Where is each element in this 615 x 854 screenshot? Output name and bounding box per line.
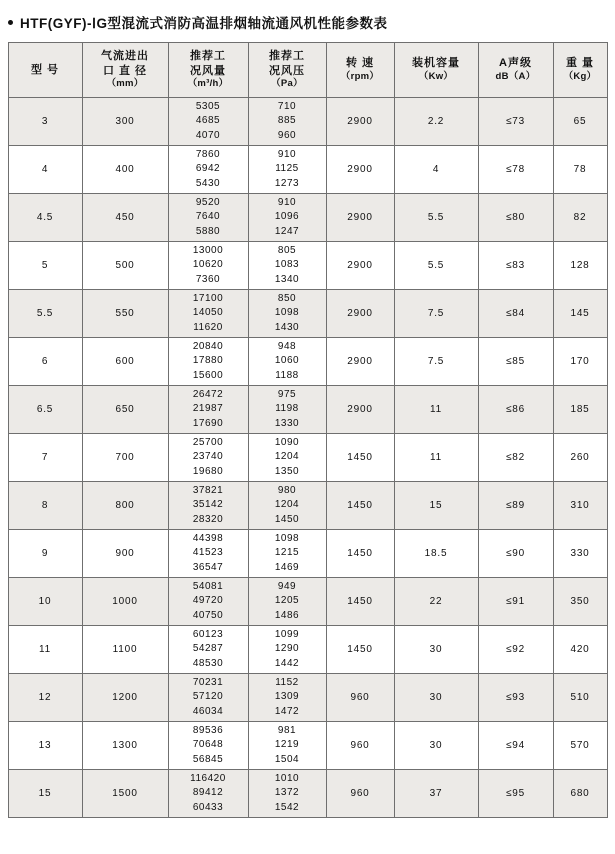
cell-pressure [248, 482, 326, 530]
cell-power: 2.2 [394, 98, 478, 146]
cell-weight: 260 [553, 434, 607, 482]
cell-weight: 128 [553, 242, 607, 290]
value-line: 17880 [192, 355, 224, 367]
cell-noise: ≤91 [478, 578, 553, 626]
value-line: 710 [277, 100, 297, 112]
cell-diameter: 1300 [82, 722, 168, 770]
cell-power: 30 [394, 626, 478, 674]
value-line: 1152 [275, 676, 299, 688]
header-line-1: 型 号 [30, 63, 60, 76]
cell-weight: 350 [553, 578, 607, 626]
cell-airflow [168, 770, 248, 818]
value-line: 56845 [192, 753, 224, 765]
value-line: 1198 [275, 403, 299, 415]
table-row [8, 194, 607, 242]
cell-airflow [168, 626, 248, 674]
cell-airflow [168, 434, 248, 482]
column-header-diameter [82, 43, 168, 98]
cell-pressure [248, 98, 326, 146]
cell-airflow [168, 194, 248, 242]
column-header-model [8, 43, 82, 98]
cell-speed: 960 [326, 770, 394, 818]
value-line: 980 [277, 484, 297, 496]
cell-airflow [168, 98, 248, 146]
value-line: 7860 [195, 148, 221, 160]
cell-noise: ≤92 [478, 626, 553, 674]
value-line: 60123 [192, 628, 224, 640]
value-line: 1098 [274, 307, 300, 319]
value-line: 17690 [192, 417, 224, 429]
value-line: 37821 [192, 484, 224, 496]
value-line: 89536 [192, 724, 224, 736]
header-unit: （Kw） [418, 71, 454, 83]
cell-model: 15 [8, 770, 82, 818]
value-line: 1125 [275, 163, 299, 175]
value-line: 1450 [274, 513, 300, 525]
value-line: 70231 [192, 676, 224, 688]
cell-power: 30 [394, 674, 478, 722]
value-line: 44398 [192, 532, 224, 544]
cell-power: 22 [394, 578, 478, 626]
value-line: 1096 [274, 211, 300, 223]
cell-diameter: 600 [82, 338, 168, 386]
cell-pressure [248, 242, 326, 290]
cell-power: 11 [394, 386, 478, 434]
value-line: 1219 [274, 739, 300, 751]
value-line: 40750 [192, 609, 224, 621]
cell-noise: ≤94 [478, 722, 553, 770]
cell-speed: 1450 [326, 626, 394, 674]
cell-power: 7.5 [394, 290, 478, 338]
value-line: 1215 [274, 547, 300, 559]
cell-weight: 78 [553, 146, 607, 194]
cell-pressure [248, 290, 326, 338]
table-header [8, 43, 607, 98]
value-line: 1099 [274, 628, 300, 640]
cell-diameter: 400 [82, 146, 168, 194]
cell-speed: 2900 [326, 290, 394, 338]
page-title [0, 0, 615, 42]
cell-airflow [168, 674, 248, 722]
value-line: 1290 [274, 643, 300, 655]
value-line: 4685 [195, 115, 221, 127]
value-line: 1205 [274, 595, 300, 607]
table-row [8, 242, 607, 290]
value-line: 57120 [192, 691, 224, 703]
cell-noise: ≤90 [478, 530, 553, 578]
header-line-1: 重 量 [565, 57, 595, 70]
table-row [8, 386, 607, 434]
cell-airflow [168, 530, 248, 578]
cell-speed: 2900 [326, 194, 394, 242]
value-line: 981 [277, 724, 297, 736]
cell-airflow [168, 722, 248, 770]
cell-noise: ≤86 [478, 386, 553, 434]
column-header-power [394, 43, 478, 98]
cell-diameter: 1100 [82, 626, 168, 674]
value-line: 5305 [195, 100, 221, 112]
cell-speed: 1450 [326, 578, 394, 626]
cell-noise: ≤95 [478, 770, 553, 818]
cell-airflow [168, 482, 248, 530]
header-row [8, 43, 607, 98]
cell-model: 3 [8, 98, 82, 146]
table-row [8, 290, 607, 338]
table-row [8, 530, 607, 578]
cell-power: 30 [394, 722, 478, 770]
header-line-1: 转 速 [345, 57, 375, 70]
cell-power: 15 [394, 482, 478, 530]
cell-airflow [168, 338, 248, 386]
value-line: 41523 [192, 547, 224, 559]
header-line-2: 况风压 [269, 64, 305, 77]
value-line: 46034 [192, 705, 224, 717]
cell-airflow [168, 578, 248, 626]
cell-diameter: 450 [82, 194, 168, 242]
cell-power: 7.5 [394, 338, 478, 386]
cell-pressure [248, 626, 326, 674]
cell-pressure [248, 146, 326, 194]
cell-diameter: 1000 [82, 578, 168, 626]
cell-weight: 680 [553, 770, 607, 818]
value-line: 1204 [274, 451, 300, 463]
value-line: 1486 [274, 609, 300, 621]
cell-power: 18.5 [394, 530, 478, 578]
cell-power: 4 [394, 146, 478, 194]
value-line: 885 [277, 115, 297, 127]
cell-weight: 65 [553, 98, 607, 146]
cell-speed: 2900 [326, 338, 394, 386]
value-line: 36547 [192, 561, 224, 573]
table-body [8, 98, 607, 818]
table-row [8, 146, 607, 194]
cell-power: 5.5 [394, 242, 478, 290]
value-line: 5430 [195, 177, 221, 189]
cell-diameter: 1500 [82, 770, 168, 818]
cell-noise: ≤82 [478, 434, 553, 482]
cell-speed: 2900 [326, 146, 394, 194]
cell-noise: ≤80 [478, 194, 553, 242]
cell-model: 9 [8, 530, 82, 578]
spec-table [8, 42, 608, 818]
value-line: 89412 [192, 787, 224, 799]
cell-model: 13 [8, 722, 82, 770]
column-header-airflow [168, 43, 248, 98]
cell-weight: 170 [553, 338, 607, 386]
value-line: 25700 [192, 436, 224, 448]
cell-pressure [248, 770, 326, 818]
value-line: 850 [277, 292, 297, 304]
value-line: 21987 [192, 403, 224, 415]
value-line: 13000 [192, 244, 224, 256]
cell-model: 7 [8, 434, 82, 482]
table-row [8, 674, 607, 722]
value-line: 1204 [274, 499, 300, 511]
cell-pressure [248, 578, 326, 626]
column-header-noise [478, 43, 553, 98]
value-line: 1472 [274, 705, 300, 717]
cell-speed: 2900 [326, 386, 394, 434]
value-line: 1542 [274, 801, 300, 813]
value-line: 19680 [192, 465, 224, 477]
header-unit: dB（A） [495, 71, 536, 83]
header-line-2: 况风量 [190, 64, 226, 77]
cell-speed: 1450 [326, 530, 394, 578]
value-line: 54081 [192, 580, 224, 592]
cell-pressure [248, 530, 326, 578]
header-line-2: 口 直 径 [102, 64, 148, 77]
cell-noise: ≤89 [478, 482, 553, 530]
cell-noise: ≤93 [478, 674, 553, 722]
cell-diameter: 650 [82, 386, 168, 434]
cell-diameter: 700 [82, 434, 168, 482]
cell-noise: ≤85 [478, 338, 553, 386]
cell-diameter: 900 [82, 530, 168, 578]
value-line: 48530 [192, 657, 224, 669]
value-line: 17100 [192, 292, 224, 304]
cell-diameter: 550 [82, 290, 168, 338]
value-line: 1090 [274, 436, 300, 448]
column-header-speed [326, 43, 394, 98]
table-row [8, 578, 607, 626]
value-line: 975 [277, 388, 297, 400]
value-line: 1372 [274, 787, 300, 799]
cell-airflow [168, 290, 248, 338]
table-row [8, 434, 607, 482]
cell-weight: 185 [553, 386, 607, 434]
value-line: 4070 [195, 129, 221, 141]
table-row [8, 626, 607, 674]
table-row [8, 338, 607, 386]
value-line: 1330 [274, 417, 300, 429]
value-line: 960 [277, 129, 297, 141]
cell-weight: 330 [553, 530, 607, 578]
value-line: 9520 [195, 196, 221, 208]
cell-model: 12 [8, 674, 82, 722]
cell-speed: 2900 [326, 98, 394, 146]
header-line-1: A声级 [499, 57, 532, 70]
value-line: 28320 [192, 513, 224, 525]
cell-diameter: 800 [82, 482, 168, 530]
value-line: 1350 [274, 465, 300, 477]
value-line: 910 [277, 148, 297, 160]
value-line: 11620 [193, 321, 223, 333]
cell-model: 5 [8, 242, 82, 290]
table-row [8, 482, 607, 530]
cell-diameter: 500 [82, 242, 168, 290]
value-line: 1273 [274, 177, 300, 189]
value-line: 60433 [192, 801, 224, 813]
cell-model: 5.5 [8, 290, 82, 338]
table-row [8, 770, 607, 818]
value-line: 15600 [192, 369, 224, 381]
cell-speed: 2900 [326, 242, 394, 290]
cell-speed: 960 [326, 674, 394, 722]
header-unit: （Pa） [271, 78, 303, 90]
cell-speed: 1450 [326, 482, 394, 530]
value-line: 10620 [192, 259, 224, 271]
header-line-1: 推荐工 [269, 49, 305, 62]
cell-model: 8 [8, 482, 82, 530]
header-unit: （Kg） [563, 71, 597, 83]
value-line: 949 [277, 580, 297, 592]
value-line: 54287 [192, 643, 224, 655]
cell-model: 11 [8, 626, 82, 674]
value-line: 1469 [274, 561, 300, 573]
cell-speed: 960 [326, 722, 394, 770]
cell-weight: 145 [553, 290, 607, 338]
value-line: 1340 [274, 273, 300, 285]
cell-noise: ≤78 [478, 146, 553, 194]
cell-pressure [248, 722, 326, 770]
page-title-text: HTF(GYF)-ⅠG型混流式消防高温排烟轴流通风机性能参数表 [20, 16, 388, 31]
value-line: 1309 [274, 691, 300, 703]
cell-model: 6 [8, 338, 82, 386]
header-line-1: 推荐工 [190, 49, 226, 62]
cell-noise: ≤83 [478, 242, 553, 290]
cell-weight: 310 [553, 482, 607, 530]
cell-weight: 82 [553, 194, 607, 242]
value-line: 23740 [192, 451, 224, 463]
value-line: 49720 [192, 595, 224, 607]
column-header-pressure [248, 43, 326, 98]
header-unit: （rpm） [340, 71, 380, 83]
header-line-1: 气流进出 [101, 49, 149, 62]
table-row [8, 98, 607, 146]
value-line: 1430 [274, 321, 300, 333]
header-unit: （m³/h） [187, 78, 229, 90]
cell-model: 4 [8, 146, 82, 194]
value-line: 948 [277, 340, 297, 352]
value-line: 7640 [195, 211, 221, 223]
value-line: 1504 [274, 753, 300, 765]
header-unit: （mm） [106, 78, 144, 90]
cell-pressure [248, 674, 326, 722]
cell-weight: 420 [553, 626, 607, 674]
cell-airflow [168, 146, 248, 194]
value-line: 26472 [192, 388, 224, 400]
value-line: 1060 [274, 355, 300, 367]
cell-model: 10 [8, 578, 82, 626]
value-line: 6942 [195, 163, 221, 175]
value-line: 1442 [274, 657, 300, 669]
cell-noise: ≤84 [478, 290, 553, 338]
value-line: 20840 [192, 340, 224, 352]
cell-diameter: 300 [82, 98, 168, 146]
cell-pressure [248, 386, 326, 434]
cell-power: 37 [394, 770, 478, 818]
column-header-weight [553, 43, 607, 98]
cell-speed: 1450 [326, 434, 394, 482]
bullet-icon [8, 20, 13, 25]
cell-power: 11 [394, 434, 478, 482]
value-line: 1098 [274, 532, 300, 544]
cell-weight: 570 [553, 722, 607, 770]
value-line: 5880 [195, 225, 221, 237]
value-line: 7360 [195, 273, 221, 285]
value-line: 70648 [192, 739, 224, 751]
value-line: 805 [277, 244, 297, 256]
cell-airflow [168, 242, 248, 290]
cell-pressure [248, 338, 326, 386]
cell-pressure [248, 434, 326, 482]
value-line: 1010 [274, 772, 300, 784]
value-line: 14050 [192, 307, 224, 319]
cell-diameter: 1200 [82, 674, 168, 722]
value-line: 116420 [190, 772, 226, 784]
value-line: 35142 [192, 499, 224, 511]
header-line-1: 装机容量 [412, 57, 460, 70]
cell-airflow [168, 386, 248, 434]
cell-pressure [248, 194, 326, 242]
cell-model: 4.5 [8, 194, 82, 242]
value-line: 1188 [275, 369, 299, 381]
cell-power: 5.5 [394, 194, 478, 242]
table-row [8, 722, 607, 770]
cell-model: 6.5 [8, 386, 82, 434]
value-line: 1083 [274, 259, 300, 271]
value-line: 1247 [274, 225, 300, 237]
value-line: 910 [277, 196, 297, 208]
cell-weight: 510 [553, 674, 607, 722]
cell-noise: ≤73 [478, 98, 553, 146]
